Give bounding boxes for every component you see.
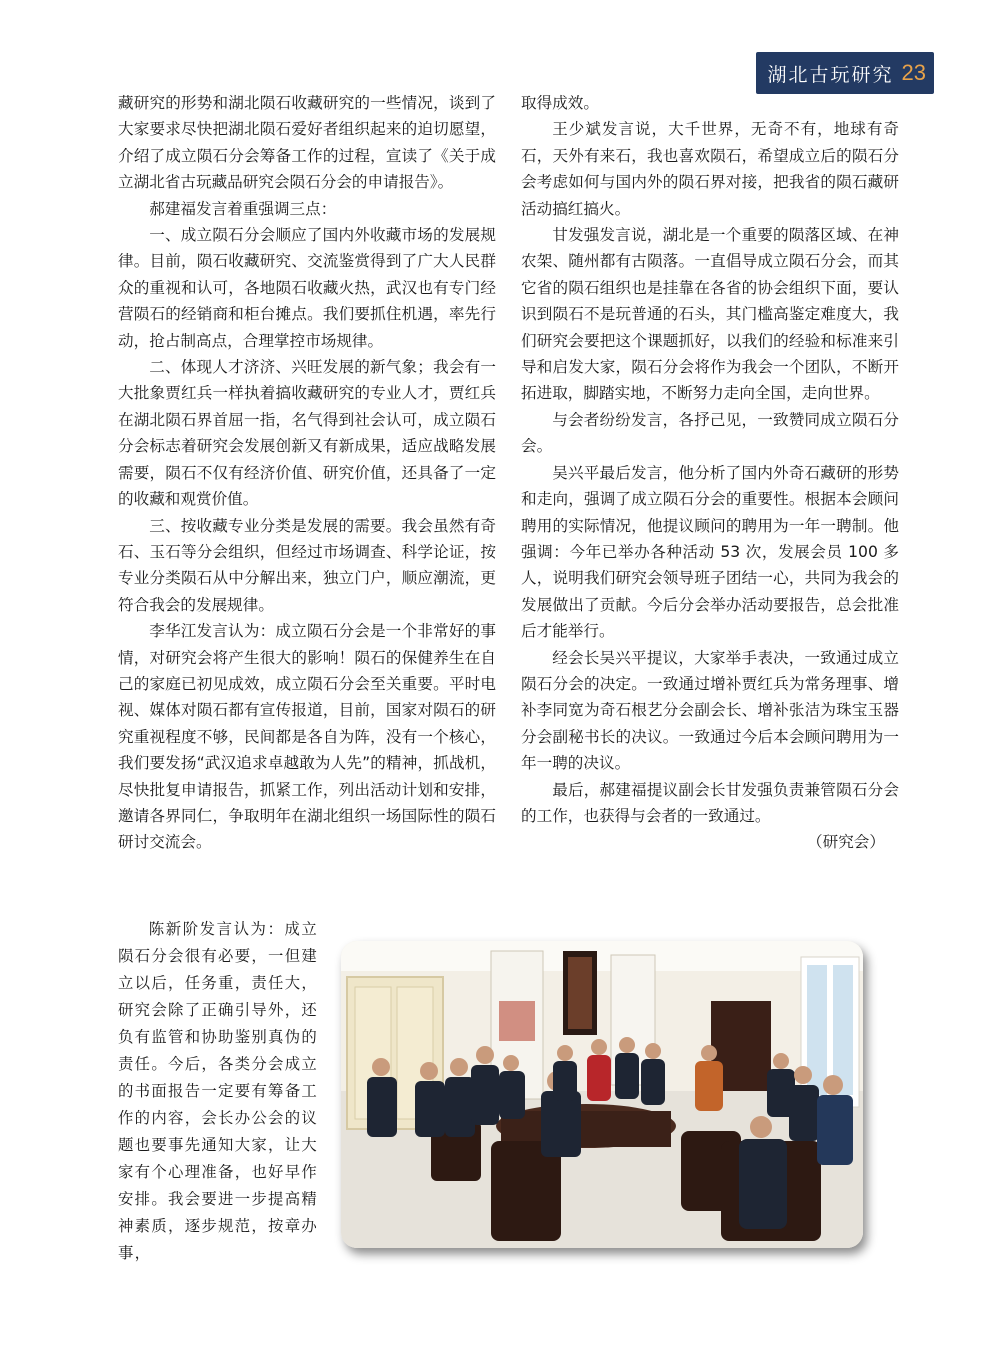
paragraph: 吴兴平最后发言，他分析了国内外奇石藏研的形势和走向，强调了成立陨石分会的重要性。根据本会顾问聘用的实际情况，他提议顾问的聘用为一年一聘制。他强调：今年已举办各种活动 53 次，发展会员 100 多人，说明我们研究会领导班子团结一心，共同为我会的发展做出了贡献。今后分会举办活动要报告，总会批准后才能举行。 bbox=[521, 463, 899, 641]
narrow-text-column bbox=[118, 916, 318, 1267]
paragraph: 取得成效。 bbox=[521, 94, 599, 112]
paragraph: 郝建福发言着重强调三点： bbox=[149, 199, 337, 218]
signature: （研究会） bbox=[807, 833, 885, 852]
magazine-title: 湖北古玩研究 bbox=[767, 63, 894, 86]
paragraph: 藏研究的形势和湖北陨石收藏研究的一些情况，谈到了大家要求尽快把湖北陨石爱好者组织起来的迫切愿望，介绍了成立陨石分会筹备工作的过程，宣读了《关于成立湖北省古玩藏品研究会陨石分会的申请报告》。 bbox=[118, 94, 496, 192]
paragraph: 甘发强发言说，湖北是一个重要的陨落区域、在神农架、随州都有古陨落。一直倡导成立陨石分会，而其它省的陨石组织也是挂靠在各省的协会组织下面，要认识到陨石不是玩普通的石头，其门槛高鉴定难度大，我们研究会要把这个课题抓好，以我们的经验和标准来引导和启发大家，陨石分会将作为我会一个团队，不断开拓进取，脚踏实地，不断努力走向全国，走向世界。 bbox=[521, 226, 899, 403]
paragraph: 三、按收藏专业分类是发展的需要。我会虽然有奇石、玉石等分会组织，但经过市场调查、科学论证，按专业分类陨石从中分解出来，独立门户，顺应潮流，更符合我会的发展规律。 bbox=[118, 516, 496, 614]
running-header bbox=[756, 52, 934, 94]
left-text-column bbox=[118, 90, 496, 856]
meeting-photo-illustration bbox=[341, 941, 863, 1248]
right-text-column bbox=[521, 90, 899, 856]
paragraph: 与会者纷纷发言，各抒己见，一致赞同成立陨石分会。 bbox=[521, 410, 899, 456]
meeting-photo bbox=[341, 941, 863, 1248]
paragraph: 最后，郝建福提议副会长甘发强负责兼管陨石分会的工作，也获得与会者的一致通过。 bbox=[521, 780, 899, 825]
paragraph: 李华江发言认为：成立陨石分会是一个非常好的事情，对研究会将产生很大的影响！陨石的保健养生在自己的家庭已初见成效，成立陨石分会至关重要。平时电视、媒体对陨石都有宣传报道，目前，国家对陨石的研究重视程度不够，民间都是各自为阵，没有一个核心，我们要发扬“武汉追求卓越敢为人先”的精神，抓战机，尽快批复申请报告，抓紧工作，列出活动计划和安排，邀请各界同仁，争取明年在湖北组织一场国际性的陨石研讨交流会。 bbox=[118, 622, 496, 852]
page-number: 23 bbox=[901, 60, 926, 85]
paragraph: 经会长吴兴平提议，大家举手表决，一致通过成立陨石分会的决定。一致通过增补贾红兵为常务理事、增补李同宽为奇石根艺分会副会长、增补张洁为珠宝玉器分会副秘书长的决议。一致通过今后本会顾问聘用为一年一聘的决议。 bbox=[521, 648, 899, 773]
paragraph: 二、体现人才济济、兴旺发展的新气象；我会有一大批象贾红兵一样执着搞收藏研究的专业人才，贾红兵在湖北陨石界首屈一指，名气得到社会认可，成立陨石分会标志着研究会发展创新又有新成果，适应战略发展需要，陨石不仅有经济价值、研究价值，还具备了一定的收藏和观赏价值。 bbox=[118, 358, 496, 509]
paragraph: 王少斌发言说，大千世界，无奇不有，地球有奇石，天外有来石，我也喜欢陨石，希望成立后的陨石分会考虑如何与国内外的陨石界对接，把我省的陨石藏研活动搞红搞火。 bbox=[521, 120, 899, 218]
paragraph: 陈新阶发言认为：成立陨石分会很有必要，一但建立以后，任务重，责任大，研究会除了正确引导外，还负有监管和协助鉴别真伪的责任。今后，各类分会成立的书面报告一定要有筹备工作的内容，会长办公会的议题也要事先通知大家，让大家有个心理准备，也好早作安排。我会要进一步提高精神素质，逐步规范，按章办事， bbox=[118, 920, 318, 1262]
paragraph: 一、成立陨石分会顺应了国内外收藏市场的发展规律。目前，陨石收藏研究、交流鉴赏得到了广大人民群众的重视和认可，各地陨石收藏火热，武汉也有专门经营陨石的经销商和柜台摊点。我们要抓住机遇，率先行动，抢占制高点，合理掌控市场规律。 bbox=[118, 226, 496, 350]
